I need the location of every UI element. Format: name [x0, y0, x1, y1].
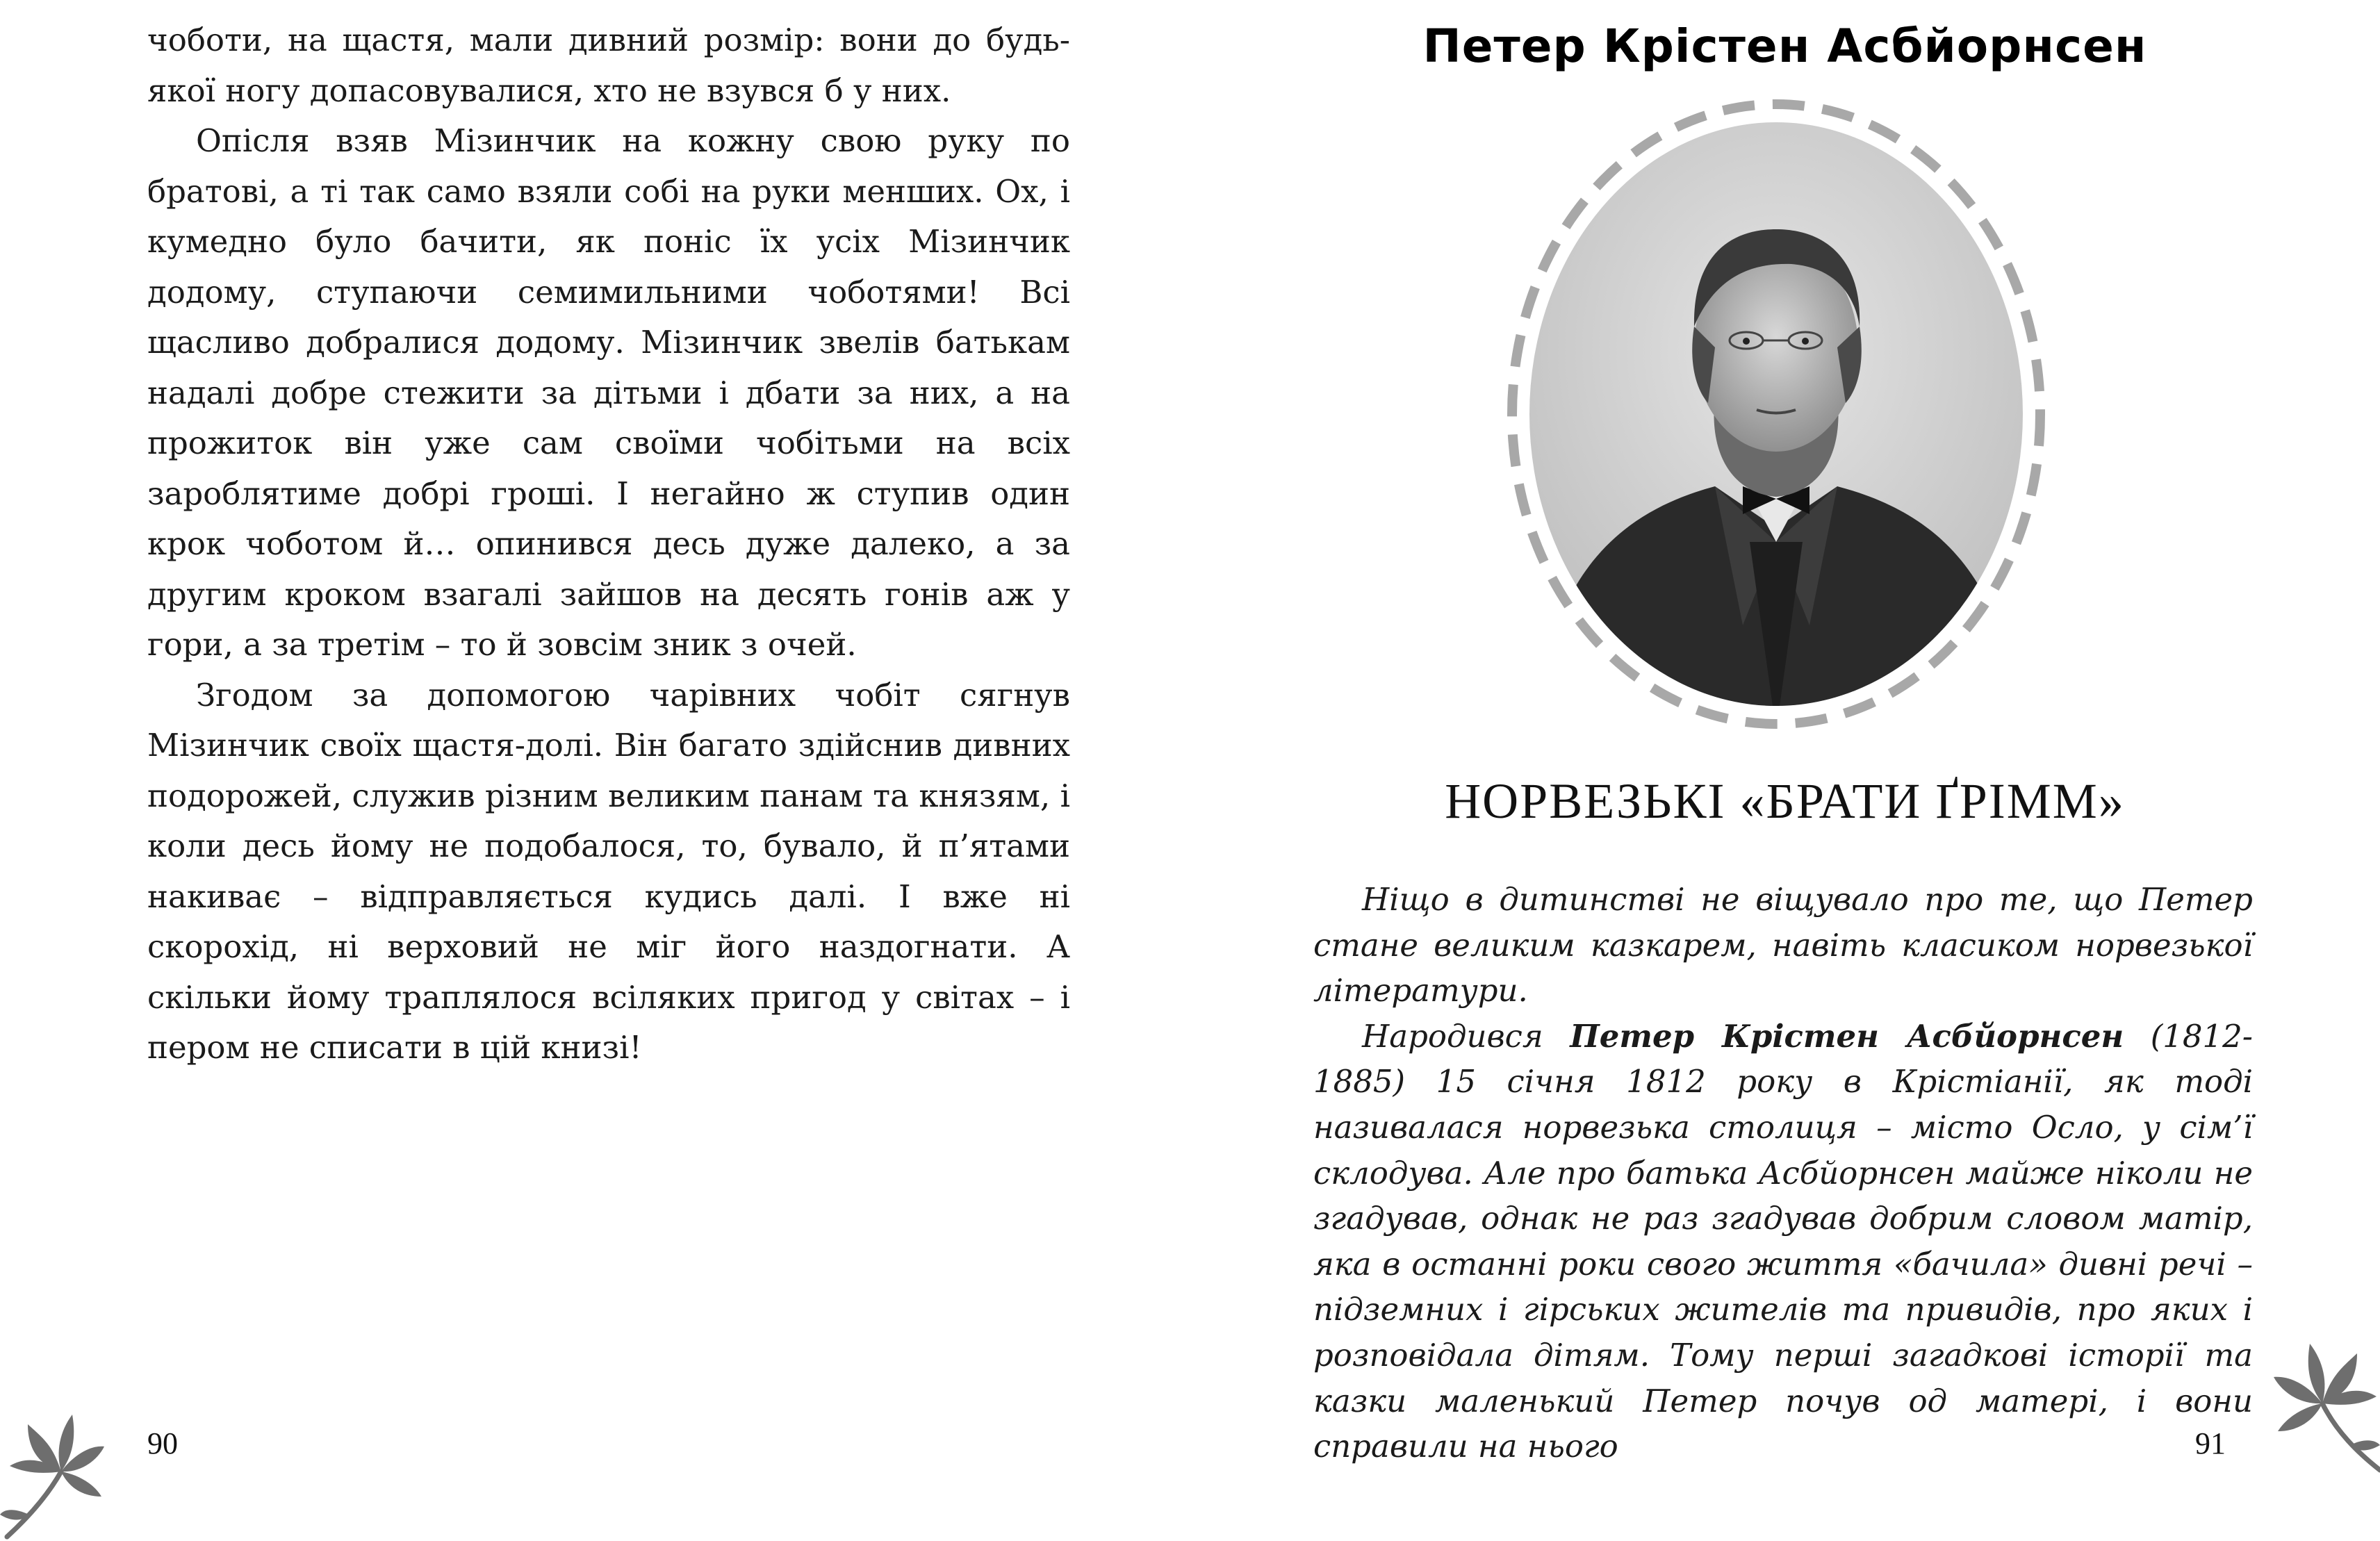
left-paragraph-2: Опісля взяв Мізинчик на кожну свою руку по братові, а ті так само взяли собі на руки менших. Ох, і кумедно було бачити, як поніс їх усіх Мізинчик додому, ступаючи семимильними чоботями! Всі щасливо добралися додому. Мізинчик звелів батькам надалі добре стежити за дітьми і дбати за них, а на прожиток він уже сам своїми чобітьми на всіх зароблятиме добрі гроші. І негайно ж ступив один крок чоботом й… опинився десь дуже далеко, а за другим кроком взагалі зайшов на десять гонів аж у гори, а за третім – то й зовсім зник з очей.	[147, 122, 1070, 663]
left-paragraph-3: Згодом за допомогою чарівних чобіт сягнув Мізинчик своїх щастя-долі. Він багато здійснив дивних подорожей, служив різним великим панам та князям, і коли десь йому не подобалося, то, бувало, й п’ятами накиває – відправляється кудись далі. І вже ні скорохід, ні верховий не міг його наздогнати. А скільки йому траплялося всіляких пригод у світах – і пером не списати в цій книзі!	[147, 676, 1070, 1066]
flower-icon	[2260, 1334, 2380, 1473]
flower-icon	[0, 1410, 104, 1541]
right-page-text	[1313, 877, 2253, 1469]
page-number-right: 91	[2195, 1426, 2226, 1460]
paragraph-2-lead: Народився	[1362, 1017, 1570, 1055]
page-number-left: 90	[147, 1426, 178, 1460]
left-paragraph-1: чоботи, на щастя, мали дивний розмір: вони до будь-якої ногу допасовувалися, хто не взувся б у них.	[147, 22, 1070, 109]
left-page-text	[147, 15, 1070, 1073]
section-title: НОРВЕЗЬКІ «БРАТИ ҐРІММ»	[1445, 773, 2125, 829]
paragraph-2-rest: (1812-1885) 15 січня 1812 року в Крістіанії, як тоді називалася норвезька столиця – місто Осло, у сім’ї склодува. Але про батька Асбйорнсен майже ніколи не згадував, однак не раз згадував добрим словом матір, яка в останні роки свого життя «бачила» дивні речі – підземних і гірських жителів та привидів, про яких і розповідала дітям. Тому перші загадкові історії та казки маленький Петер почув од матері, і вони справили на нього	[1313, 1017, 2254, 1465]
right-paragraph-1: Ніщо в дитинстві не віщувало про те, що Петер стане великим казкарем, навіть класиком норвезької літератури.	[1313, 881, 2253, 1010]
portrait-photo	[1507, 97, 2046, 731]
right-paragraph-2	[1313, 1014, 2253, 1469]
author-portrait	[1507, 97, 2046, 731]
author-name: Петер Крістен Асбйорнсен	[1422, 19, 2147, 73]
right-page	[1190, 0, 2380, 1541]
author-name-inline: Петер Крістен Асбйорнсен	[1570, 1017, 2124, 1055]
